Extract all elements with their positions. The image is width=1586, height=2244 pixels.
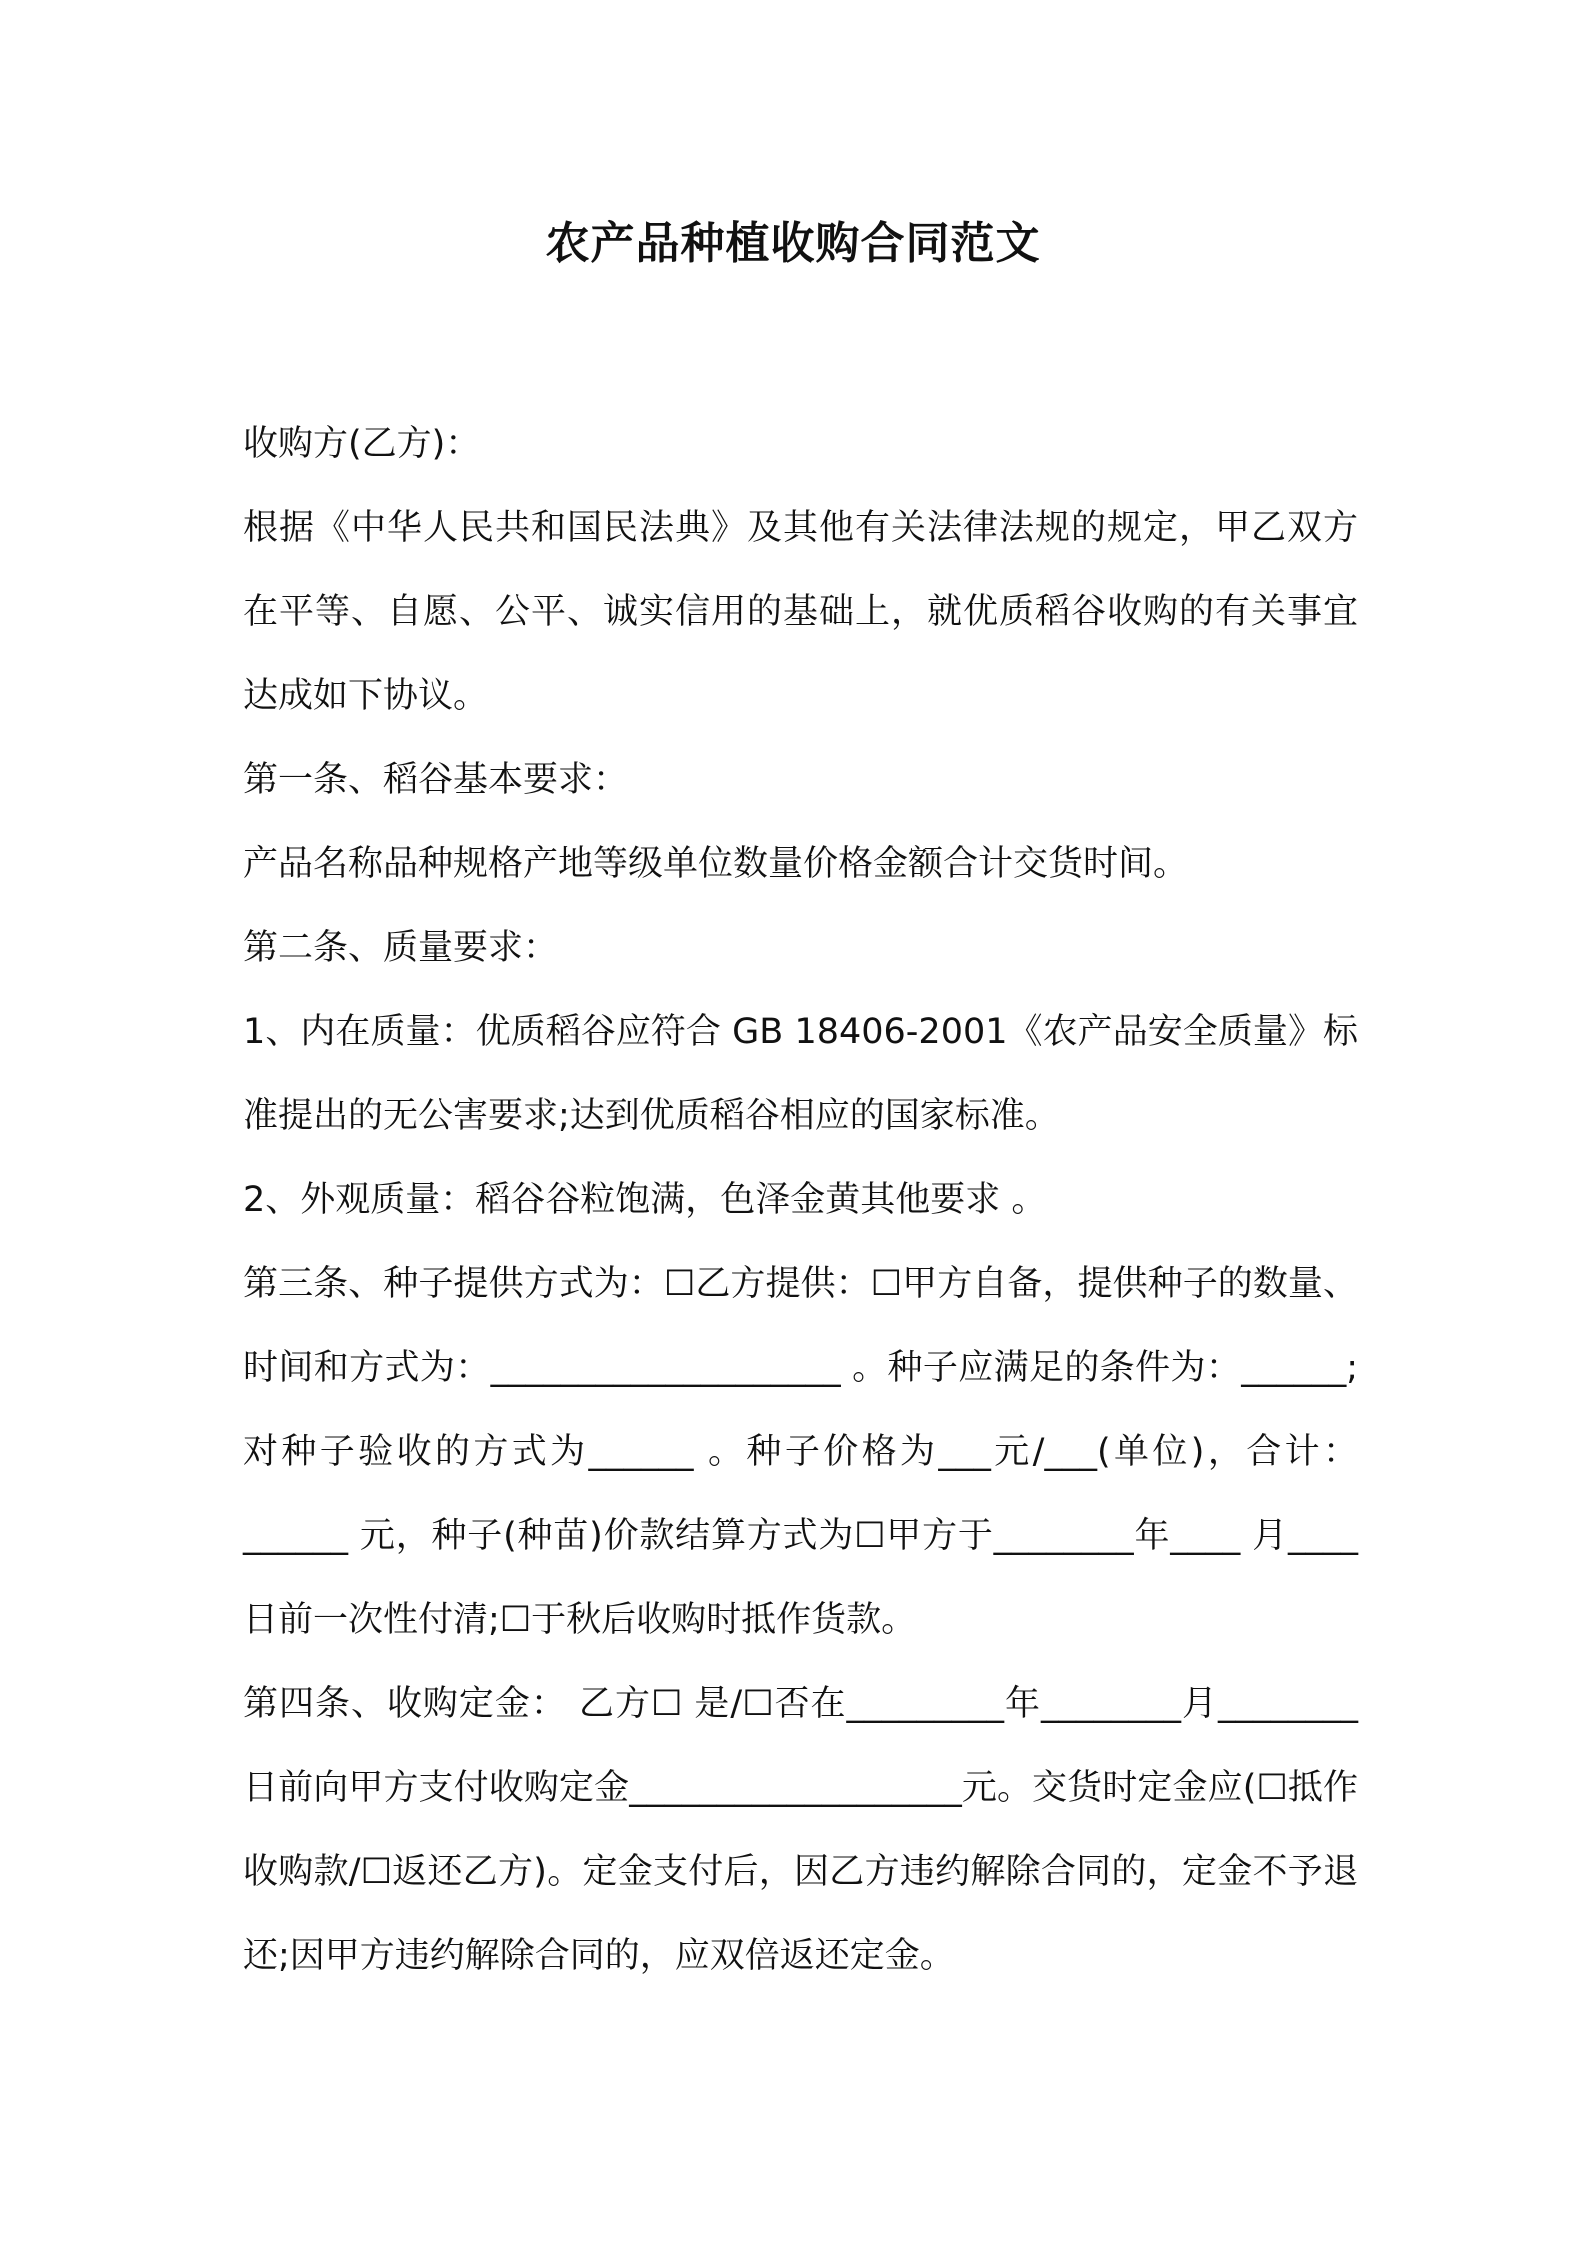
article-1-content: 产品名称品种规格产地等级单位数量价格金额合计交货时间。 — [243, 844, 1189, 884]
article-2-item-2: 2、外观质量：稻谷谷粒饱满，色泽金黄其他要求 。 — [243, 1180, 1047, 1220]
document-title: 农产品种植收购合同范文 — [545, 218, 1041, 269]
article-1-heading: 第一条、稻谷基本要求： — [243, 760, 629, 800]
document-body — [243, 402, 1358, 1998]
article-2-heading: 第二条、质量要求： — [243, 928, 559, 968]
preamble-paragraph: 根据《中华人民共和国民法典》及其他有关法律法规的规定，甲乙双方在平等、自愿、公平、诚实信用的基础上，就优质稻谷收购的有关事宜达成如下协议。 — [243, 508, 1358, 716]
article-2-item-1: 1、内在质量：优质稻谷应符合 GB 18406-2001《农产品安全质量》标准提出的无公害要求;达到优质稻谷相应的国家标准。 — [243, 1012, 1358, 1136]
article-3-paragraph: 第三条、种子提供方式为：☐乙方提供：☐甲方自备，提供种子的数量、时间和方式为：____________________ 。种子应满足的条件为：______;对种子验收的方式为______ 。种子价格为___元/___(单位)，合计：______ 元，种子(种苗)价款结算方式为☐甲方于________年____ 月____日前一次性付清;☐于秋后收购时抵作货款。 — [243, 1264, 1358, 1640]
party-b-line: 收购方(乙方)： — [243, 424, 481, 464]
article-4-paragraph: 第四条、收购定金： 乙方☐ 是/☐否在_________年________月________日前向甲方支付收购定金___________________元。交货时定金应(☐抵作收购款/☐返还乙方)。定金支付后，因乙方违约解除合同的，定金不予退还;因甲方违约解除合同的，应双倍返还定金。 — [243, 1684, 1358, 1976]
